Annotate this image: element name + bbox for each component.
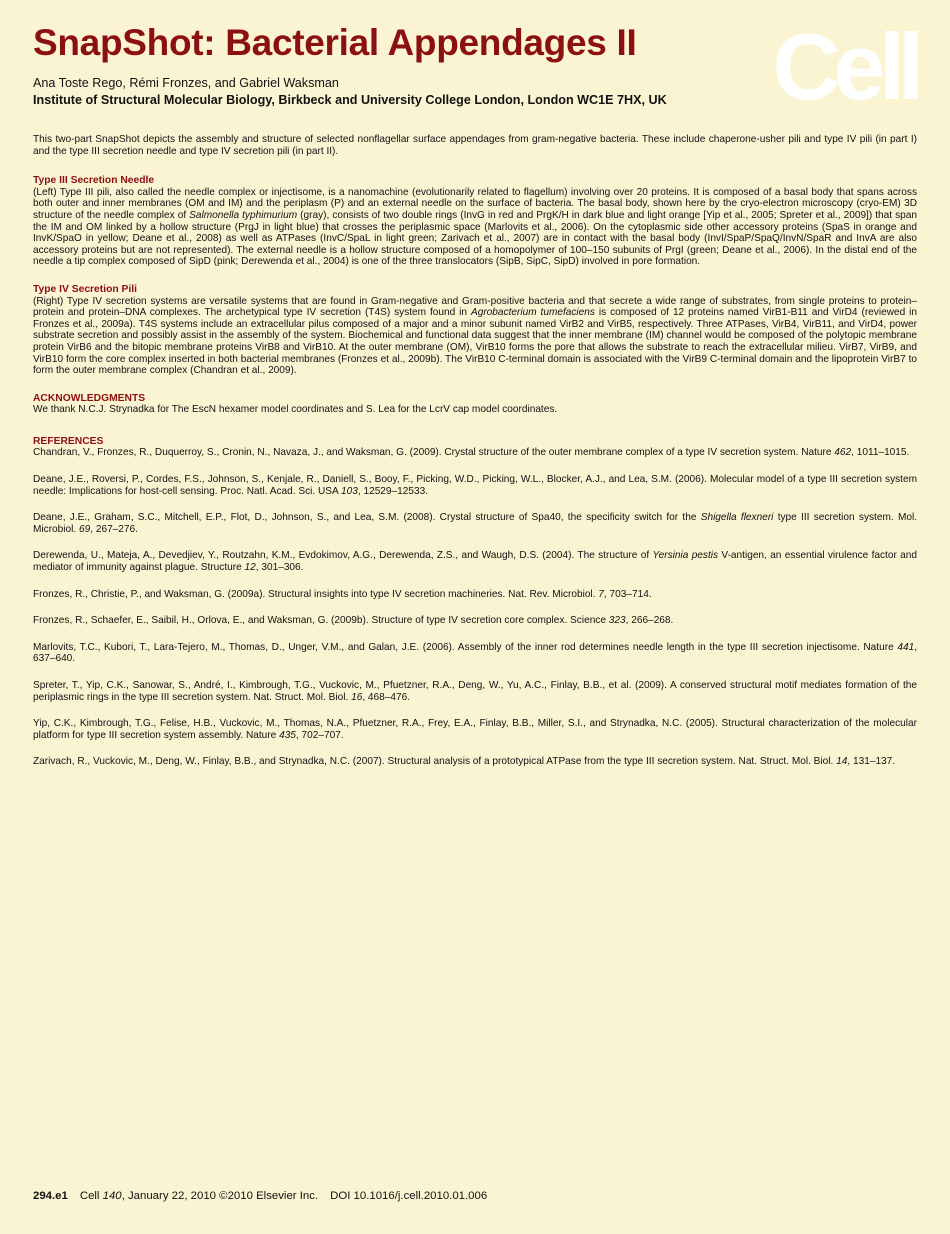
intro-paragraph: This two-part SnapShot depicts the assembly and structure of selected nonflagellar surface appendages from gram-negative bacteria. These include chaperone-usher pili and type IV pili (in part I) and the type III secretion needle and type IV secretion pili (in part II).: [33, 134, 917, 157]
reference-item: Marlovits, T.C., Kubori, T., Lara-Tejero, M., Thomas, D., Unger, V.M., and Galan, J.E. (2006). Assembly of the inner rod determines needle length in the type III secretion injectisome. Nature 441, 637–640.: [33, 641, 917, 665]
section-type-iii: [33, 175, 917, 268]
page-title: SnapShot: Bacterial Appendages II: [33, 22, 637, 63]
journal-name: Cell: [79, 1190, 103, 1202]
section-type-iv: [33, 284, 917, 377]
reference-item: Chandran, V., Fronzes, R., Duquerroy, S., Cronin, N., Navaza, J., and Waksman, G. (2009). Crystal structure of the outer membrane complex of a type IV secretion system. Nature 462, 1011–1015.: [33, 447, 910, 459]
section-paragraph: (Right) Type IV secretion systems are versatile systems that are found in Gram-negative and Gram-positive bacteria and that secrete a wide range of substrates, from single proteins to protein–protein and protein–DNA complexes. The archetypical type IV secretion (T4S) system found in Agrobacterium tumefaciens is composed of 12 proteins named VirB1-B11 and VirD4 (reviewed in Fronzes et al., 2009a). T4S systems include an extracellular pilus composed of a major and a minor subunit named VirB2 and VirB5, respectively. Three ATPases, VirB4, VirB11, and VirD4, power substrate secretion and possibly assist in the assembly of the system. Biochemical and functional data suggest that the inner membrane (IM) channel would be composed of the polytopic membrane protein VirB6 and the bitopic membrane proteins VirB8 and VirB10. At the outer membrane (OM), VirB10 forms the pore that allows the substrate to reach the extracellular milieu. VirB7, VirB9, and VirB10 form the core complex inserted in both bacterial membranes (Fronzes et al., 2009b). The VirB10 C-terminal domain is associated with the VirB9 C-terminal domain and the lipoprotein VirB7 to form the outer membrane complex (Chandran et al., 2009).: [33, 295, 917, 377]
publication-date: , January 22, 2010 ©2010 Elsevier Inc.: [121, 1190, 319, 1202]
section-title: Type IV Secretion Pili: [33, 283, 137, 295]
section-paragraph: (Left) Type III pili, also called the needle complex or injectisome, is a nanomachine (evolutionarily related to flagellum) involving over 20 proteins. It is composed of a basal body that spans across both outer and inner membranes (OM and IM) and the periplasm (P) and an external needle on the surface of bacteria. The basal body, shown here by the cryo-electron microscopy (cryo-EM) 3D structure of the needle complex of Salmonella typhimurium (gray), consists of two double rings (InvG in red and PrgK/H in dark blue and light orange [Yip et al., 2005; Spreter et al., 2009]) that span the IM and OM linked by a hollow structure (PrgJ in light blue) that crosses the periplasmic space (Marlovits et al., 2006). On the cytoplasmic side other accessory proteins (SpaS in orange and InvK/SpaO in yellow; Deane et al., 2008) as well as ATPases (InvC/SpaL in light green; Zarivach et al., 2007) are in contact with the basal body (InvI/SpaP/SpaQ/InvN/SpaR and InvA are also accessory proteins but are not represented). The external needle is a hollow structure composed of a homopolymer of 100–150 subunits of PrgI (green; Deane et al., 2006). In the distal end of the needle a tip complex composed of SipD (pink; Derewenda et al., 2004) is one of the three translocators (SipB, SipC, SipD) involved in pore formation.: [33, 186, 917, 268]
reference-item: Fronzes, R., Christie, P., and Waksman, G. (2009a). Structural insights into type IV secretion machineries. Nat. Rev. Microbiol. 7, 703–714.: [33, 588, 652, 600]
reference-item: Spreter, T., Yip, C.K., Sanowar, S., André, I., Kimbrough, T.G., Vuckovic, M., Pfuetzner, R.A., Deng, W., Yu, A.C., Finlay, B.B., et al. (2009). A conserved structural motif mediates formation of the periplasmic rings in the type III secretion system. Nat. Struct. Mol. Biol. 16, 468–476.: [33, 680, 917, 703]
reference-item: Deane, J.E., Roversi, P., Cordes, F.S., Johnson, S., Kenjale, R., Daniell, S., Booy, F., Picking, W.D., Picking, W.L., Blocker, A.J., and Lea, S.M. (2006). Molecular model of a type III secretion system needle: Implications for host-cell sensing. Proc. Natl. Acad. Sci. USA 103, 12529–12533.: [33, 474, 917, 497]
reference-item: Zarivach, R., Vuckovic, M., Deng, W., Finlay, B.B., and Strynadka, N.C. (2007). Structural analysis of a prototypical ATPase from the type III secretion system. Nat. Struct. Mol. Biol. 14, 131–137.: [33, 756, 896, 768]
references-heading: REFERENCES: [33, 435, 104, 447]
reference-item: Fronzes, R., Schaefer, E., Saibil, H., Orlova, E., and Waksman, G. (2009b). Structure of type IV secretion core complex. Science 323, 266–268.: [33, 615, 674, 627]
doi: DOI 10.1016/j.cell.2010.01.006: [330, 1190, 488, 1202]
reference-item: Deane, J.E., Graham, S.C., Mitchell, E.P., Flot, D., Johnson, S., and Lea, S.M. (2008). Crystal structure of Spa40, the specificity switch for the Shigella flexneri type III secretion system. Mol. Microbiol. 69, 267–276.: [33, 512, 918, 535]
acknowledgments-text: We thank N.C.J. Strynadka for The EscN hexamer model coordinates and S. Lea for the LcrV cap model coordinates.: [33, 404, 558, 416]
acknowledgments-heading: ACKNOWLEDGMENTS: [33, 392, 146, 404]
affiliation: Institute of Structural Molecular Biology, Birkbeck and University College London, London WC1E 7HX, UK: [33, 93, 667, 107]
authors: Ana Toste Rego, Rémi Fronzes, and Gabriel Waksman: [33, 76, 339, 90]
page-number: 294.e1: [33, 1190, 68, 1202]
footer: [33, 1190, 487, 1202]
reference-list: [33, 447, 917, 768]
journal-logo: Cell: [772, 14, 917, 119]
article-body: [33, 134, 917, 783]
journal-volume: 140: [102, 1190, 122, 1202]
reference-item: Derewenda, U., Mateja, A., Devedjiev, Y., Routzahn, K.M., Evdokimov, A.G., Derewenda, Z.S., and Waugh, D.S. (2004). The structure of Yersinia pestis V-antigen, an essential virulence factor and mediator of immunity against plague. Structure 12, 301–306.: [33, 550, 918, 574]
reference-item: Yip, C.K., Kimbrough, T.G., Felise, H.B., Vuckovic, M., Thomas, N.A., Pfuetzner, R.A., Frey, E.A., Finlay, B.B., Miller, S.I., and Strynadka, N.C. (2005). Structural characterization of the molecular platform for type III secretion system assembly. Nature 435, 702–707.: [33, 718, 917, 741]
section-title: Type III Secretion Needle: [33, 175, 155, 187]
